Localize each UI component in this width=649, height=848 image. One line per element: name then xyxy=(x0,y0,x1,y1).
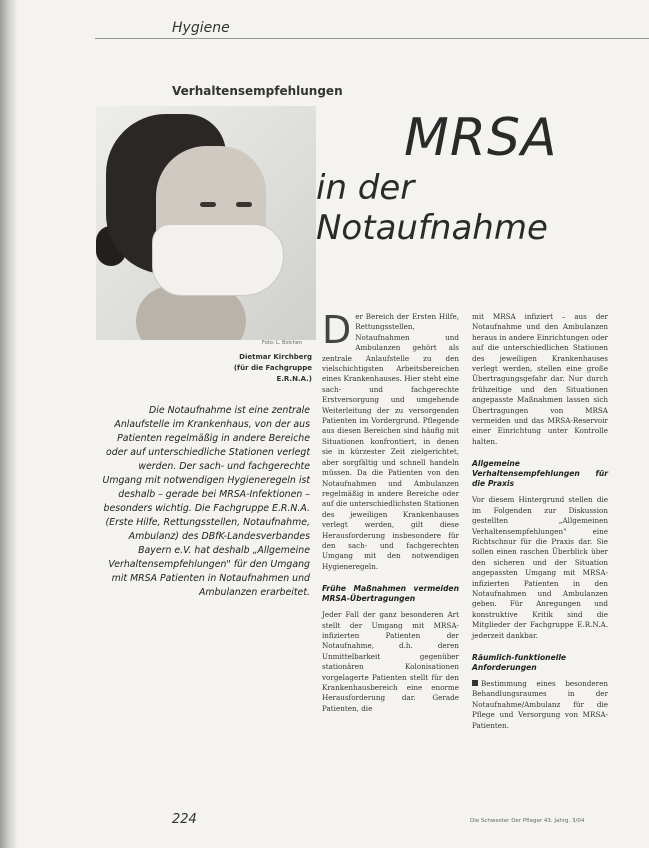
body-paragraph: Jeder Fall der ganz besonderen Art stellt der Umgang mit MRSA-infizierten Patienten der Notaufnahme, d.h. deren Unmittelbarkeit gegenüber stationären Kolonisationen vorgelagerte Patienten stellt für den Krankenhausbereich eine enorme Herausforderung dar. Gerade Patienten, die xyxy=(322,610,459,713)
photo-surgical-mask xyxy=(152,224,284,296)
article-subtitle: in der Notaufnahme xyxy=(316,168,548,248)
photo-eye xyxy=(236,202,252,207)
subheading: Allgemeine Verhaltensempfehlungen für die Praxis xyxy=(472,459,608,489)
author-block xyxy=(200,352,312,385)
body-paragraph: Vor diesem Hintergrund stellen die im Folgenden zur Diskussion gestellten „Allgemeinen Verhaltensempfehlungen" eine Richtschnur für die Praxis dar. Sie sollen einen raschen Überblick über den sicheren und der Situation angepassten Umgang mit MRSA-infizierten Patienten in den Notaufnahmen und Ambulanzen geben. Für Anregungen und konstruktive Kritik sind die Mitglieder der Fachgruppe E.R.N.A. jederzeit dankbar. xyxy=(472,495,608,640)
header-rule xyxy=(95,38,649,39)
drop-cap: D xyxy=(322,308,352,352)
kicker-heading: Verhaltensempfehlungen xyxy=(172,84,343,98)
section-label: Hygiene xyxy=(172,20,230,36)
body-paragraph: mit MRSA infiziert – aus der Notaufnahme und den Ambulanzen heraus in andere Einrichtungen oder auf die unterschiedlichen Stationen des jeweiligen Krankenhauses verlegt werden, stellen eine große Übertragungsgefahr dar. Nur durch frühzeitige und den Situationen angepasste Maßnahmen lassen sich Übertragungen von MRSA vermeiden und das MRSA-Reservoir einer Einrichtung unter Kontrolle halten. xyxy=(472,312,608,446)
subheading: Räumlich-funktionelle Anforderungen xyxy=(472,652,567,672)
author-group: (für die Fachgruppe E.R.N.A.) xyxy=(233,364,312,383)
bullet-text: Bestimmung eines besonderen Behandlungsraumes in der Notaufnahme/Ambulanz für die Pflege und Versorgung von MRSA-Patienten. xyxy=(472,678,608,730)
body-column-2 xyxy=(472,312,608,731)
body-column-1 xyxy=(322,308,459,714)
body-paragraph xyxy=(472,679,608,731)
lead-paragraph: Die Notaufnahme ist eine zentrale Anlaufstelle im Krankenhaus, von der aus Patienten regelmäßig in andere Bereiche oder auf unterschiedliche Stationen verlegt werden. Der sach- und fachgerechte Umgang mit notwendigen Hygieneregeln ist deshalb – gerade bei MRSA-Infektionen – besonders wichtig. Die Fachgruppe E.R.N.A. (Erste Hilfe, Rettungsstellen, Notaufnahme, Ambulanz) des DBfK-Landesverbandes Bayern e.V. hat deshalb „Allgemeine Verhaltensempfehlungen" für den Umgang mit MRSA Patienten in Notaufnahmen und Ambulanzen erarbeitet. xyxy=(102,405,310,598)
body-paragraph: er Bereich der Ersten Hilfe, Rettungsstellen, Notaufnahmen und Ambulanzen gehört als zentrale Anlaufstelle zu den vielschichtigsten Arbeitsbereichen eines Krankenhauses. Hier steht eine sach- und fachgerechte Erstversorgung und umgehende Weiterleitung der zu versorgenden Patienten im Vordergrund. Pflegende aus diesen Bereichen sind häufig mit Situationen konfrontiert, in denen sie in kürzester Zeit zielgerichtet, aber sorgfältig und schnell handeln müssen. Da die Patienten von den Notaufnahmen und Ambulanzen regelmäßig in andere Bereiche oder auf die unterschiedlichsten Stationen des jeweiligen Krankenhauses verlegt werden, gilt diese Herausforderung insbesondere für den sach- und fachgerechten Umgang mit den notwendigen Hygieneregeln. xyxy=(322,312,459,571)
article-photo xyxy=(96,106,316,340)
page-number: 224 xyxy=(172,812,197,827)
subheading: Frühe Maßnahmen vermeiden MRSA-Übertragungen xyxy=(322,584,459,604)
photo-credit: Foto: L. Bolchen xyxy=(262,340,303,346)
journal-footer: Die Schwester Der Pfleger 43. Jahrg. 3/04 xyxy=(470,818,585,824)
square-bullet-icon xyxy=(472,680,478,686)
photo-eye xyxy=(200,202,216,207)
page-gutter-shadow xyxy=(0,0,18,848)
author-name: Dietmar Kirchberg xyxy=(239,353,312,361)
article-title: MRSA xyxy=(404,108,558,168)
